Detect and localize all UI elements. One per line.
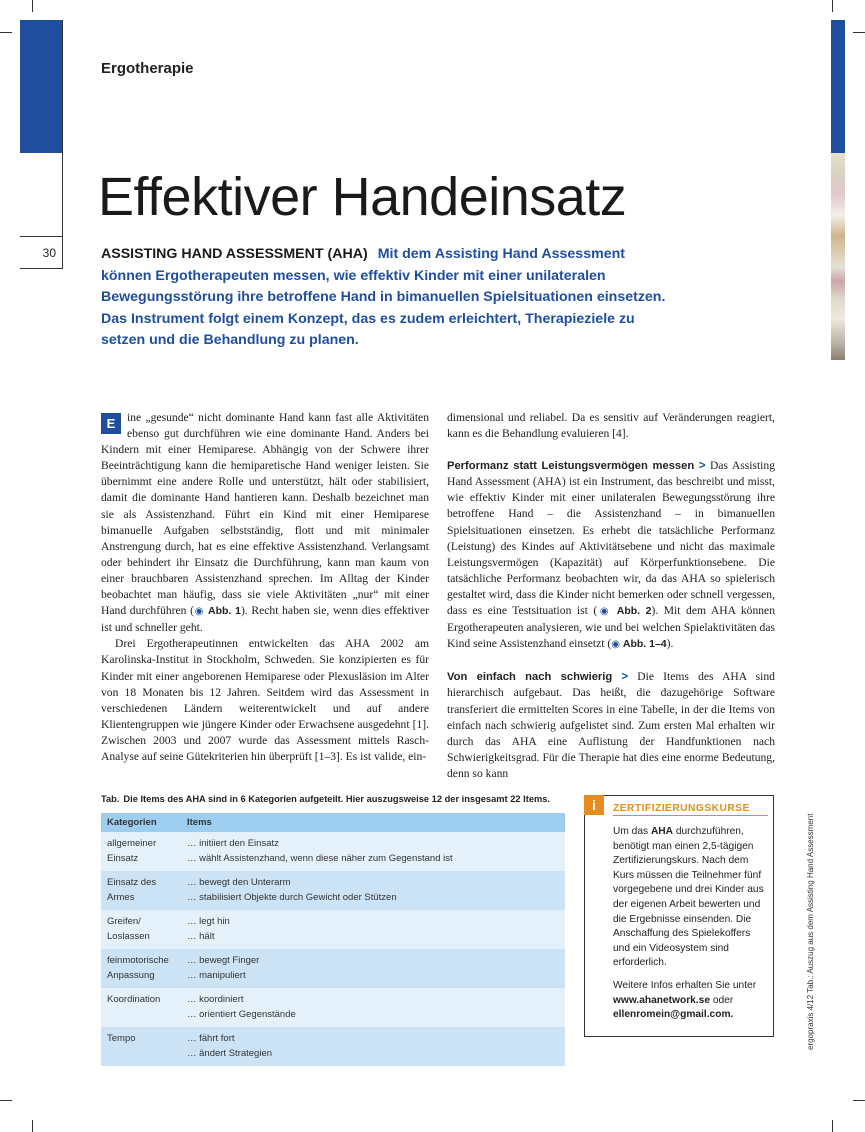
- table-label: Tab.: [101, 794, 120, 804]
- right-color-bar: [831, 20, 845, 153]
- table-row: [101, 988, 565, 1027]
- lead-text: Mit dem Assisting Hand Assessment können Ergotherapeuten messen, wie effektiv Kinder mit einer unilateralen Bewegungsstörung ihre betroffene Hand in bimanuellen Spielsituationen einsetzen. Das Instrument folgt einem Konzept, das es zudem erleichtert, Therapieziele zu setzen und die Behandlung zu planen.: [101, 246, 666, 349]
- paragraph-text: Das Assisting Hand Assessment (AHA) ist ein Instrument, das beschreibt und misst, wie effektiv Kinder mit einer unilateralen Bewegungsstörung ihre betroffene Hand – die Assistenzhand – in bimanuellen Spielsituationen einsetzen. Es erhebt die tatsächliche Performanz (Leistung) des Kindes auf Aktivitätsebene und nicht das maximale Leistungsvermögen (Kapazität) auf Körperfunktionsebene. Die tatsächliche Performanz beobachten wir, da das AHA so spielerisch gestaltet wird, dass die Kinder nicht bemerken oder schnell vergessen, dass es eine Testsituation ist (: [447, 459, 775, 618]
- item-text: … bewegt Finger: [187, 955, 260, 966]
- eye-icon: ◉: [194, 606, 205, 618]
- photo-strip: [831, 153, 845, 360]
- table-cell-category: Greifen/ Loslassen: [101, 910, 181, 949]
- crop-mark: [832, 0, 833, 12]
- frame-line: [62, 20, 63, 268]
- table-cell-category: feinmotorische Anpassung: [101, 949, 181, 988]
- item-text: … initiiert den Einsatz: [187, 838, 279, 849]
- paragraph: [447, 669, 775, 782]
- item-text: … manipuliert: [187, 970, 246, 981]
- paragraph-text: ine „gesunde“ nicht dominante Hand kann fast alle Aktivitäten ebenso gut durchführen wie eine dominante Hand. Anders bei Kindern mit einer Hemiparese. Abhängig von der Schwere ihrer Beeinträchtigung kann die hemiparetische Hand weniger leisten. Sie übernimmt eine andere Rolle und unterstützt, hält oder stabilisiert, damit die dominante Hand hantieren kann. Deshalb bezeichnet man sie als Assistenzhand. Führt ein Kind mit einer Hemiparese bimanuelle Aufgaben selbstständig, flott und mit minimaler Anstrengung durch, hat es eine effektive Assistenzhand. Verlangsamt oder behindert ihr Einsatz die Durchführung, kann man kaum von einer brauchbaren Assistenzhand sprechen. Im Alltag der Kinder beobachtet man häufig, dass sie viele Aktivitäten „nur“ mit einer Hand durchführen (: [101, 411, 429, 618]
- paragraph: Drei Ergotherapeutinnen entwickelten das AHA 2002 am Karolinska-Institut in Stockholm, Schweden. Sie konzipierten es für Kinder mit einer angeborenen Hemiparese oder Plexusläsion im Alter von 18 Monaten bis 12 Jahren. Seitdem wird das Assessment in verschiedenen Ländern weiterentwickelt und auf andere Klientengruppen wie jüngere Kinder oder Erwachsene ausgedehnt [1]. Zwischen 2003 und 2007 wurde das Assessment mittels Rasch-Analyse auf seine Gütekriterien hin überprüft [1–3]. Es ist valide, ein-: [101, 637, 429, 763]
- crop-mark: [832, 1120, 833, 1132]
- item-text: … ändert Strategien: [187, 1048, 273, 1059]
- frame-line: [20, 236, 63, 237]
- figure-reference[interactable]: Abb. 2: [616, 605, 652, 618]
- page-number: 30: [42, 246, 56, 260]
- paragraph-text: ).: [666, 637, 674, 651]
- crop-mark: [32, 1120, 33, 1132]
- info-paragraph: [613, 979, 769, 1023]
- crop-mark: [853, 1100, 865, 1101]
- column-header: Kategorien: [101, 813, 181, 832]
- paragraph: [101, 410, 429, 636]
- table-row: [101, 1027, 565, 1066]
- table-caption-text: Die Items des AHA sind in 6 Kategorien aufgeteilt. Hier auszugsweise 12 der insgesamt 22 Items.: [123, 794, 551, 804]
- crop-mark: [853, 32, 865, 33]
- arrow-icon: >: [621, 670, 629, 684]
- figure-reference[interactable]: Abb. 1: [208, 605, 241, 618]
- table-cell-items: [181, 871, 565, 910]
- item-text: … stabilisiert Objekte durch Gewicht oder Stützen: [187, 892, 397, 903]
- run-in-heading: Performanz statt Leistungsvermögen messen: [447, 460, 695, 473]
- run-in-heading: Von einfach nach schwierig: [447, 671, 613, 684]
- eye-icon: ◉: [611, 639, 620, 651]
- frame-line: [20, 268, 63, 269]
- info-box-title: ZERTIFIZIERUNGSKURSE: [613, 803, 768, 816]
- table-cell-category: Tempo: [101, 1027, 181, 1066]
- text-column-right: [447, 410, 775, 782]
- crop-mark: [0, 1100, 12, 1101]
- info-icon: i: [584, 795, 604, 815]
- table-cell-items: [181, 910, 565, 949]
- item-text: … orientiert Gegenstände: [187, 1009, 296, 1020]
- paragraph-text: ). Recht haben sie, wenn dies effektiver ist und schneller geht.: [101, 604, 429, 635]
- items-table: [101, 813, 565, 1066]
- paragraph: dimensional und reliabel. Da es sensitiv auf Veränderungen reagiert, kann es die Behandlung evaluieren [4].: [447, 411, 775, 441]
- crop-mark: [0, 32, 12, 33]
- table-cell-items: [181, 988, 565, 1027]
- item-text: … hält: [187, 931, 215, 942]
- vertical-footer-text: ergopraxis 4/12 Tab.: Auszug aus dem Assisting Hand Assessment: [806, 813, 815, 1050]
- table-header-row: [101, 813, 565, 832]
- section-heading: Ergotherapie: [101, 60, 194, 77]
- table-cell-items: [181, 949, 565, 988]
- item-text: … wählt Assistenzhand, wenn diese näher zum Gegenstand ist: [187, 853, 453, 864]
- figure-reference[interactable]: Abb. 1–4: [622, 638, 667, 651]
- text-column-left: [101, 410, 429, 765]
- table-cell-items: [181, 1027, 565, 1066]
- website-link[interactable]: www.ahanetwork.se: [613, 994, 710, 1006]
- info-text: AHA: [650, 826, 674, 837]
- drop-cap: E: [101, 413, 121, 434]
- crop-mark: [32, 0, 33, 12]
- table-cell-items: [181, 832, 565, 871]
- column-header: Items: [181, 813, 565, 832]
- table-cell-category: Koordination: [101, 988, 181, 1027]
- article-title: Effektiver Handeinsatz: [98, 167, 627, 227]
- table-row: [101, 910, 565, 949]
- info-text: Weitere Infos erhalten Sie unter: [613, 979, 757, 991]
- paragraph: [447, 458, 775, 653]
- info-paragraph: [613, 825, 769, 971]
- left-color-bar: [20, 20, 62, 153]
- info-text: Um das: [613, 826, 651, 837]
- table-cell-category: Einsatz des Armes: [101, 871, 181, 910]
- item-text: … bewegt den Unterarm: [187, 877, 291, 888]
- table-row: [101, 832, 565, 871]
- paragraph-text: Die Items des AHA sind hierarchisch aufgebaut. Das heißt, die dazugehörige Software transferiert die ermittelten Scores in eine Tabelle, in der die Items von einfach nach schwierig aufgelistet sind. Zum ersten Mal erhalten wir durch das AHA eine Auflistung der Handfunktionen nach Schwierigkeitsgrad. Für die Therapie hat dies eine enorme Bedeutung, denn so kann: [447, 670, 775, 780]
- table-row: [101, 949, 565, 988]
- table-row: [101, 871, 565, 910]
- item-text: … koordiniert: [187, 994, 244, 1005]
- article-lead: [101, 244, 667, 352]
- info-text: durchzuführen, benötigt man einen 2,5-tägigen Zertifizierungskurs. Nach dem Kurs müssen die Teilnehmer fünf vorgegebene und drei Kinder aus der eigenen Arbeit bewerten und die Ergebnisse einsenden. Die Anschaffung des Spielekoffers und ein Videosystem sind erforderlich.: [613, 826, 764, 969]
- info-text: oder: [710, 994, 734, 1006]
- info-box-text: [613, 825, 769, 1023]
- item-text: … fährt fort: [187, 1033, 235, 1044]
- table-caption: [101, 794, 571, 804]
- paragraph-text: ). Mit dem AHA können Ergotherapeuten analysieren, wie und bei welchen Spielaktivitäten das Kind seine Assistenzhand einsetzt (: [447, 604, 775, 651]
- email-link[interactable]: ellenromein@gmail.com.: [613, 1009, 734, 1021]
- table-cell-category: allgemeiner Einsatz: [101, 832, 181, 871]
- item-text: … legt hin: [187, 916, 230, 927]
- lead-kicker: ASSISTING HAND ASSESSMENT (AHA): [101, 246, 368, 262]
- eye-icon: ◉: [597, 606, 612, 618]
- arrow-icon: >: [698, 459, 706, 473]
